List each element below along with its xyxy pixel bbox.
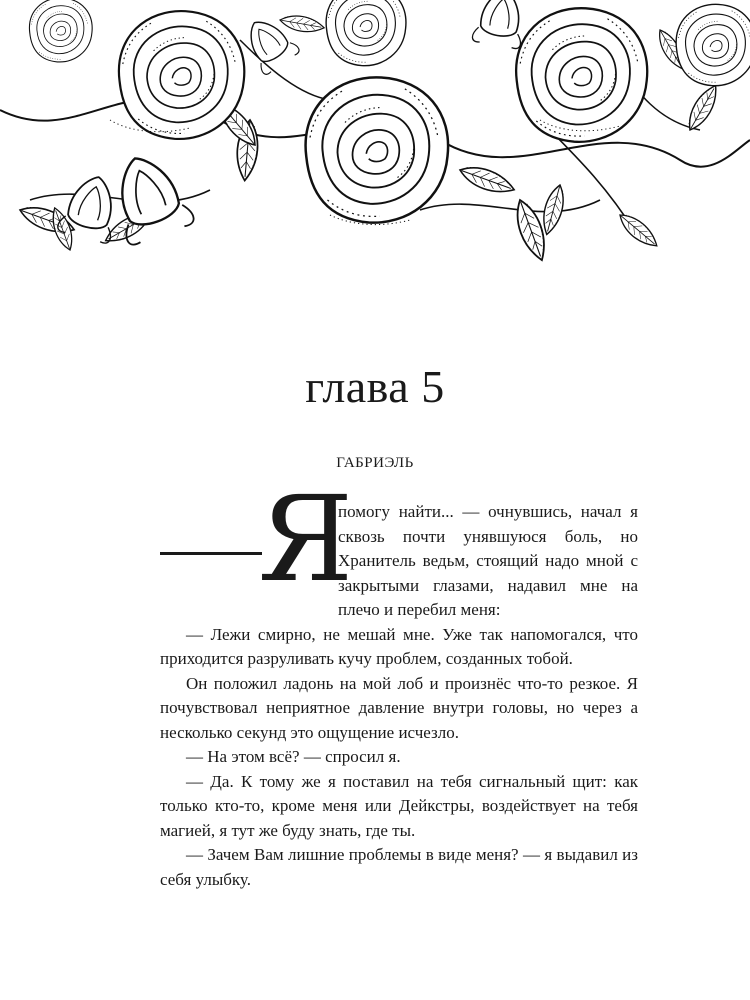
paragraph: — Да. К тому же я поставил на тебя сигнальный щит: как только кто-то, кроме меня или Дейкстры, воздействует на тебя магией, я тут же буду знать, где ты. <box>160 771 638 840</box>
rose-border-illustration <box>0 0 750 310</box>
paragraph: помогу найти... — очнувшись, начал я сквозь почти унявшуюся боль, но Хранитель ведьм, стоящий надо мной с закрытыми глазами, надавил мне на плечо и перебил меня: <box>338 502 638 619</box>
chapter-body-text <box>160 470 638 892</box>
paragraph: Он положил ладонь на мой лоб и произнёс что-то резкое. Я почувствовал неприятное давление внутри головы, но через а несколько секунд это ощущение исчезло. <box>160 673 638 742</box>
dropcap-block <box>160 470 354 608</box>
dropcap-letter: Я <box>258 470 354 608</box>
paragraph: — На этом всё? — спросил я. <box>186 747 401 766</box>
chapter-narrator: ГАБРИЭЛЬ <box>336 455 414 471</box>
paragraph: — Зачем Вам лишние проблемы в виде меня? — я выдавил из себя улыбку. <box>160 845 638 889</box>
dropcap-dash-rule <box>160 552 262 555</box>
paragraph: — Лежи смирно, не мешай мне. Уже так напомогался, что приходится разруливать кучу проблем, созданных тобой. <box>160 624 638 668</box>
chapter-title: глава 5 <box>305 361 445 412</box>
